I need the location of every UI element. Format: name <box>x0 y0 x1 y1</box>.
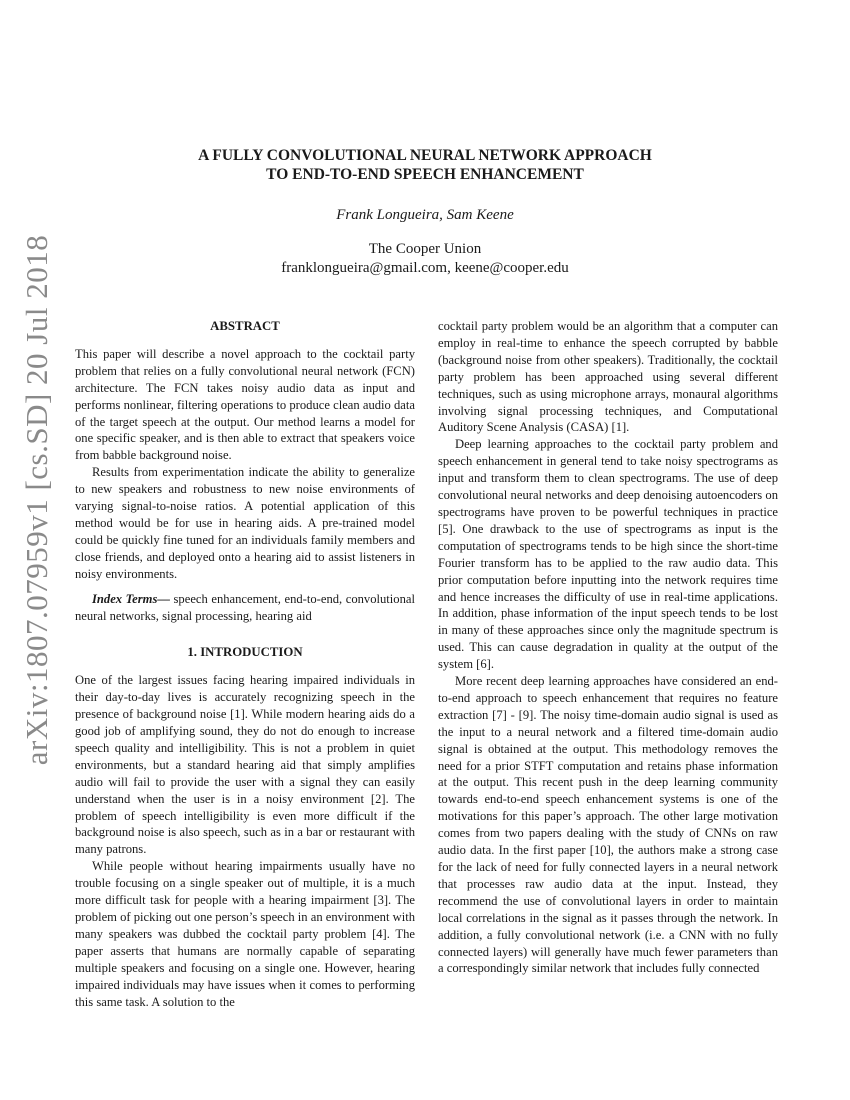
right-paragraph-3: More recent deep learning approaches have considered an end-to-end approach to speech enhancement that requires no feature extraction [7] - [9]. The noisy time-domain audio signal is used as the input to a neural network and a filtered time-domain audio signal is obtained at the output. This methodology removes the need for a prior STFT computation and retains phase information at the output. This recent push in the deep learning community towards end-to-end speech enhancement systems is one of the motivations for this paper’s approach. The other large motivation comes from two papers dealing with the study of CNNs on raw audio data. In the first paper [10], the authors make a strong case for the lack of need for fully connected layers in a neural network that processes raw audio data at the input. Instead, they recommend the use of convolutional layers in order to maintain local correlations in the signal as it passes through the network. In addition, a fully convolutional network (i.e. a CNN with no fully connected layers) will generally have much fewer parameters than a correspondingly similar network that includes fully connected <box>438 674 778 976</box>
index-terms-text: speech enhancement, end-to-end, convolutional neural networks, signal processing, hearing aid <box>75 591 415 623</box>
arxiv-identifier: arXiv:1807.07959v1 [cs.SD] 20 Jul 2018 <box>19 234 54 766</box>
right-paragraph-2: Deep learning approaches to the cocktail party problem and speech enhancement in general tend to take noisy spectrograms as input and transform them to clean spectrograms. The use of deep convolutional neural networks and deep denoising autoencoders on spectrograms have proven to be powerful techniques in practice [5]. One drawback to the use of spectrograms as input is the computation of spectrograms tends to be high since the short-time Fourier transform has to be applied to the raw audio data. This prior computation before inputting into the network requires time and hence increases the difficulty of use in real-time applications. In addition, phase information of the input speech tends to be lost in many of these approaches since only the magnitude spectrum is used. This can cause degradation in quality at the output of the system [6]. <box>438 437 778 672</box>
intro-paragraph-2: While people without hearing impairments usually have no trouble focusing on a single speaker out of multiple, it is a much more difficult task for people with a hearing impairment [3]. The problem of picking out one person’s speech in an environment with many speakers was dubbed the cocktail party problem [4]. The paper asserts that humans are normally capable of separating multiple speakers and focusing on a single one. However, hearing impaired individuals may have issues when it comes to performing this same task. A solution to the <box>75 859 415 1009</box>
authors: Frank Longueira, Sam Keene <box>336 207 514 223</box>
title-line-1: A FULLY CONVOLUTIONAL NEURAL NETWORK APPROACH <box>198 147 652 164</box>
intro-paragraph-1: One of the largest issues facing hearing impaired individuals in their day-to-day lives is accurately recognizing speech in the presence of background noise [1]. While modern hearing aids do a good job of amplifying sound, they do not do enough to increase speech quality and intelligibility. This is not a problem in quiet environments, but a standard hearing aid that simply amplifies audio will fail to provide the user with a signal they can easily understand when the user is in a noisy environment [2]. The problem of speech intelligibility is even more difficult if the background noise is also speech, such as in a bar or restaurant with many patrons. <box>75 673 415 857</box>
right-paragraph-1: cocktail party problem would be an algorithm that a computer can employ in real-time to enhance the speech corrupted by babble (background noise from other speakers). Traditionally, the cocktail party problem has been approached using several different techniques, such as using microphone arrays, monaural algorithms involving signal processing techniques, and Computational Auditory Scene Analysis (CASA) [1]. <box>438 319 778 435</box>
title-line-2: TO END-TO-END SPEECH ENHANCEMENT <box>266 166 584 183</box>
affiliation: The Cooper Union <box>368 241 482 257</box>
title-block <box>0 146 850 278</box>
abstract-paragraph-2: Results from experimentation indicate the ability to generalize to new speakers and robustness to new noise environments of varying signal-to-noise ratios. A potential application of this method would be for use in hearing aids. A pre-trained model could be quickly fine tuned for an individuals family members and close friends, and deployed onto a hearing aid to assist listeners in noisy environments. <box>75 465 415 581</box>
abstract-heading: ABSTRACT <box>210 319 280 333</box>
left-column <box>75 318 415 1010</box>
affiliation-block <box>0 240 850 278</box>
index-terms-label: Index Terms— <box>92 591 170 606</box>
right-column <box>438 318 778 977</box>
emails: franklongueira@gmail.com, keene@cooper.edu <box>281 260 569 276</box>
abstract-paragraph-1: This paper will describe a novel approach to the cocktail party problem that relies on a fully convolutional neural network (FCN) architecture. The FCN takes noisy audio data as input and performs nonlinear, filtering operations to produce clean audio data of the target speech at the output. Our method learns a model for one specific speaker, and is then able to extract that speakers voice from babble background noise. <box>75 346 415 463</box>
paper-title <box>0 146 850 184</box>
introduction-heading: 1. INTRODUCTION <box>187 645 303 660</box>
index-terms <box>75 591 415 625</box>
